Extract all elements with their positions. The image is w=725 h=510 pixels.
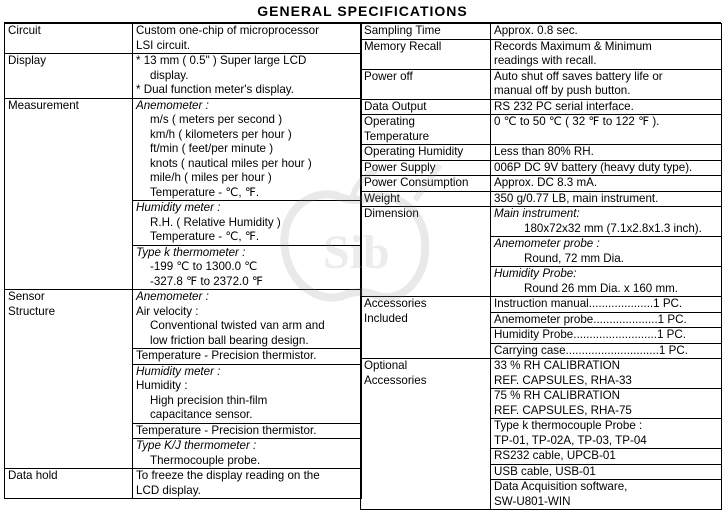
value-power-off: Auto shut off saves battery life or manual off by push button. [491,69,722,99]
label-display: Display [5,54,133,99]
value-operating-temp: 0 ℃ to 50 ℃ ( 32 ℉ to 122 ℉ ). [491,115,722,145]
label-operating-temp: Operating Temperature [361,115,491,145]
value-data-output: RS 232 PC serial interface. [491,99,722,115]
watermark-text: Sib [323,226,390,279]
row-memory [361,39,722,69]
row-dimension-main [361,207,722,237]
spec-table-right [360,23,722,510]
row-display [5,54,362,99]
value-measurement-humidity: Humidity meter : R.H. ( Relative Humidity ) Temperature - ℃, ℉. [133,201,362,246]
page-title: GENERAL SPECIFICATIONS [257,3,468,19]
accessory-item: Carrying case.............................1 PC. [494,343,688,357]
row-data-output [361,99,722,115]
row-power-off [361,69,722,99]
label-sampling: Sampling Time [361,24,491,40]
accessory-item: Humidity Probe..........................1 PC. [491,328,721,344]
row-weight [361,191,722,207]
value-weight: 350 g/0.77 LB, main instrument. [491,191,722,207]
value-sampling: Approx. 0.8 sec. [491,24,722,40]
row-operating-humidity [361,145,722,161]
label-power-supply: Power Supply [361,160,491,176]
value-dimension-anemometer: Anemometer probe : Round, 72 mm Dia. [491,237,722,267]
label-circuit: Circuit [5,24,133,54]
row-circuit [5,24,362,54]
label-power-off: Power off [361,69,491,99]
value-power-consumption: Approx. DC 8.3 mA. [491,176,722,192]
value-sensor-thermo: Type K/J thermometer : Thermocouple probe. [133,439,362,469]
label-weight: Weight [361,191,491,207]
value-data-hold: To freeze the display reading on the LCD display. [133,469,362,499]
row-optional-cal33 [361,359,722,389]
row-sensor-anemometer [5,290,362,349]
label-sensor-structure: Sensor Structure [5,290,133,469]
value-optional-software: Data Acquisition software, SW-U801-WIN [491,480,722,510]
label-memory: Memory Recall [361,39,491,69]
value-sensor-anemometer-temp: Temperature - Precision thermistor. [133,349,362,365]
value-optional-usb: USB cable, USB-01 [491,464,722,480]
value-circuit: Custom one-chip of microprocessor LSI circuit. [133,24,362,54]
label-dimension: Dimension [361,207,491,297]
value-optional-cal75: 75 % RH CALIBRATION REF. CAPSULES, RHA-75 [491,389,722,419]
value-display: * 13 mm ( 0.5" ) Super large LCD display. * Dual function meter's display. [133,54,362,99]
accessory-item: Anemometer probe....................1 PC. [491,313,721,329]
row-accessories [361,297,722,359]
row-operating-temp [361,115,722,145]
value-power-supply: 006P DC 9V battery (heavy duty type). [491,160,722,176]
label-data-hold: Data hold [5,469,133,499]
accessory-item: Instruction manual....................1 PC. [491,297,721,313]
row-power-consumption [361,176,722,192]
row-sampling [361,24,722,40]
label-data-output: Data Output [361,99,491,115]
value-optional-cal33: 33 % RH CALIBRATION REF. CAPSULES, RHA-33 [491,359,722,389]
value-sensor-anemometer: Anemometer : Air velocity : Conventional twisted van arm and low friction ball bearing design. [133,290,362,349]
value-measurement-thermo: Type k thermometer : -199 ℃ to 1300.0 ℃ -327.8 ℉ to 2372.0 ℉ [133,245,362,290]
spec-table-left [4,23,362,499]
row-power-supply [361,160,722,176]
value-dimension-humidity: Humidity Probe: Round 26 mm Dia. x 160 mm. [491,267,722,297]
label-measurement: Measurement [5,98,133,290]
row-data-hold [5,469,362,499]
label-operating-humidity: Operating Humidity [361,145,491,161]
label-optional-accessories: Optional Accessories [361,359,491,510]
value-sensor-humidity: Humidity meter : Humidity : High precision thin-film capacitance sensor. [133,364,362,423]
value-memory: Records Maximum & Minimum readings with recall. [491,39,722,69]
label-accessories: Accessories Included [361,297,491,359]
value-dimension-main: Main instrument: 180x72x32 mm (7.1x2.8x1.3 inch). [491,207,722,237]
value-sensor-humidity-temp: Temperature - Precision thermistor. [133,423,362,439]
value-accessories [491,297,722,359]
value-operating-humidity: Less than 80% RH. [491,145,722,161]
value-optional-tprobe: Type k thermocouple Probe : TP-01, TP-02A, TP-03, TP-04 [491,419,722,449]
value-measurement-anemometer: Anemometer : m/s ( meters per second ) km/h ( kilometers per hour ) ft/min ( feet/per minute ) knots ( nautical miles per hour ) mile/h ( miles per hour ) Temperature - ℃, ℉. [133,98,362,201]
value-optional-rs232: RS232 cable, UPCB-01 [491,449,722,465]
row-measurement-anemometer [5,98,362,201]
label-power-consumption: Power Consumption [361,176,491,192]
